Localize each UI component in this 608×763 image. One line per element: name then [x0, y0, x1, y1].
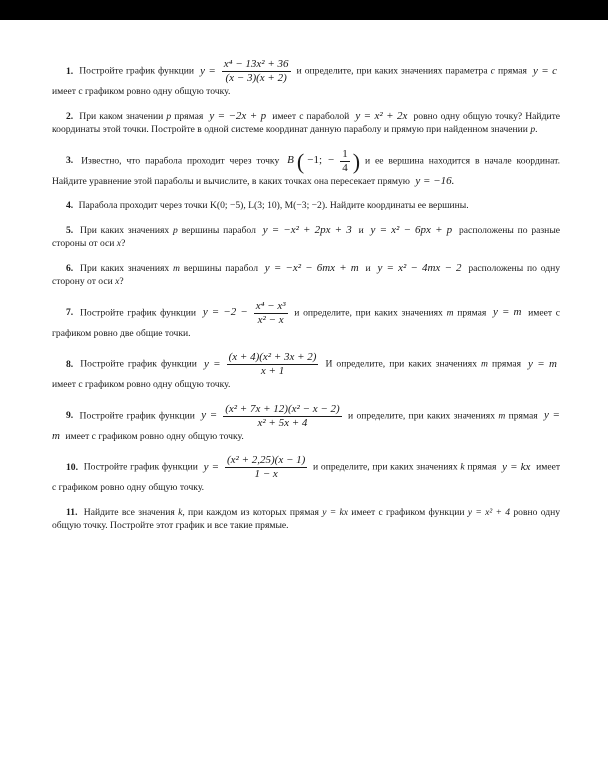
- problem-text: имеет с графиком функции: [351, 506, 465, 518]
- problem-1: [52, 58, 560, 99]
- problem-text: и определите, при каких значениях параметра: [296, 65, 488, 77]
- denominator: (x − 3)(x + 2): [225, 72, 287, 84]
- variable: c: [490, 65, 495, 77]
- problem-text: Постройте график функции: [79, 410, 195, 422]
- problem-text: прямая: [497, 65, 527, 77]
- punctuation: .: [535, 124, 538, 135]
- problem-text: При каких значениях: [80, 224, 170, 236]
- problem-text: и определите, при каких значениях: [294, 307, 443, 319]
- numerator: (x + 4)(x² + 3x + 2): [228, 351, 317, 363]
- variable: m: [173, 262, 180, 274]
- variable: p: [530, 124, 536, 135]
- formula: y = −x² + 2px + 3: [262, 223, 352, 236]
- formula-lhs: y = −2 −: [202, 306, 248, 319]
- paren-open: (: [296, 148, 305, 174]
- fraction: [222, 58, 291, 85]
- problem-number: 5.: [66, 224, 74, 236]
- formula: y = m: [493, 306, 522, 319]
- formula-lhs: y =: [203, 460, 219, 473]
- formula: y = −16.: [415, 174, 455, 187]
- problem-number: 1.: [66, 65, 74, 77]
- problem-text: При каких значениях: [80, 262, 170, 274]
- formula: y = c: [533, 64, 558, 77]
- formula-lhs: y =: [200, 64, 216, 77]
- point-x: −1;: [307, 154, 322, 167]
- fraction: [227, 351, 319, 378]
- problem-text: прямая: [508, 410, 538, 422]
- problem-3: [52, 148, 560, 189]
- formula: y = x² − 4mx − 2: [377, 261, 462, 274]
- variable: m: [446, 307, 454, 319]
- problem-text: ровно одну общую точку? Найдите координаты этой точки. Постройте в одной системе координат данную параболу и прямую при найденном значении: [52, 110, 561, 135]
- conjunction: и: [365, 262, 371, 274]
- problem-text: и определите, при каких значениях: [313, 461, 458, 473]
- denominator: x² + 5x + 4: [257, 416, 308, 429]
- problem-text: имеет с графиком ровно одну общую точку.: [52, 86, 231, 97]
- problem-text: Парабола проходит через точки K(0; −5), L(3; 10), M(−3; −2). Найдите координаты ее вершины.: [78, 200, 469, 211]
- punctuation: ?: [121, 238, 126, 249]
- problem-text: прямая: [467, 461, 497, 473]
- problem-text: прямая: [457, 307, 487, 319]
- problem-number: 7.: [66, 307, 74, 319]
- fraction: [340, 148, 350, 175]
- formula: y = x² + 4: [467, 506, 511, 518]
- problem-text: и определите, при каких значениях: [348, 410, 496, 422]
- problem-text: ровно одну общую точку. Постройте этот график и все такие прямые.: [52, 506, 561, 531]
- problem-text: имеет с графиком ровно одну общую точку.: [52, 379, 231, 390]
- variable: p: [166, 110, 172, 122]
- formula: y = x² + 2x: [355, 109, 408, 122]
- numerator: 1: [342, 147, 348, 160]
- problem-number: 4.: [66, 200, 74, 211]
- formula: y = m: [52, 409, 560, 442]
- variable: m: [481, 358, 488, 370]
- problem-6: [52, 262, 560, 289]
- problem-text: Известно, что парабола проходит через точку: [81, 155, 280, 167]
- problem-text: вершины парабол: [181, 224, 256, 236]
- formula: y = m: [528, 357, 557, 370]
- problem-2: [52, 110, 560, 137]
- problem-text: Найдите все значения: [83, 506, 175, 518]
- problem-text: расположены по одну сторону от оси: [52, 262, 561, 287]
- top-black-bar: [0, 0, 608, 20]
- formula: y = −2x + p: [209, 109, 267, 122]
- fraction: [223, 403, 341, 430]
- problem-number: 10.: [66, 461, 78, 473]
- denominator: 1 − x: [254, 468, 278, 480]
- problem-8: [52, 351, 560, 392]
- denominator: x² − x: [257, 313, 284, 326]
- paren-close: ): [352, 148, 361, 174]
- problem-number: 9.: [66, 410, 74, 422]
- formula: y = −x² − 6mx + m: [264, 261, 359, 274]
- problem-5: [52, 224, 560, 251]
- problem-10: [52, 454, 560, 495]
- variable: m: [498, 410, 506, 422]
- problem-text: , при каждом из которых прямая: [182, 506, 319, 518]
- numerator: x⁴ − 13x² + 36: [223, 58, 289, 70]
- problem-text: и ее вершина находится в начале координат. Найдите уравнение этой параболы и вычислите, в каких точках она пересекает прямую: [52, 155, 560, 187]
- problem-text: прямая: [491, 358, 522, 370]
- problem-text: И определите, при каких значениях: [325, 358, 478, 370]
- problem-number: 11.: [66, 506, 78, 518]
- point-name: B: [287, 154, 294, 167]
- fraction: [225, 454, 307, 481]
- denominator: x + 1: [260, 365, 285, 377]
- conjunction: и: [358, 224, 364, 236]
- numerator: (x² + 7x + 12)(x² − x − 2): [225, 402, 340, 415]
- problem-text: имеет с параболой: [272, 110, 350, 122]
- punctuation: ?: [119, 276, 124, 287]
- denominator: 4: [342, 161, 348, 174]
- variable: x: [116, 238, 122, 249]
- variable: k: [178, 506, 183, 518]
- formula-lhs: y =: [203, 357, 221, 370]
- problem-text: Постройте график функции: [80, 358, 197, 370]
- problem-text: имеет с графиком ровно одну общую точку.: [52, 461, 561, 493]
- problem-text: прямая: [174, 110, 204, 122]
- problem-text: Постройте график функции: [79, 65, 195, 77]
- formula: y = x² − 6px + p: [370, 223, 453, 236]
- fraction: [254, 300, 288, 327]
- numerator: (x² + 2,25)(x − 1): [227, 454, 306, 466]
- problem-text: Постройте график функции: [83, 461, 198, 473]
- problem-text: вершины парабол: [183, 262, 258, 274]
- problem-number: 8.: [66, 358, 74, 370]
- problem-number: 6.: [66, 262, 74, 274]
- formula-lhs: y =: [201, 409, 218, 422]
- problem-number: 2.: [66, 110, 74, 122]
- problem-9: [52, 403, 560, 444]
- formula: y = kx: [502, 460, 531, 473]
- numerator: x⁴ − x³: [255, 299, 286, 312]
- problem-11: [52, 506, 560, 533]
- variable: k: [460, 461, 465, 473]
- variable: p: [173, 224, 178, 236]
- problem-number: 3.: [66, 155, 74, 167]
- formula: y = kx: [322, 506, 348, 518]
- problem-text: расположены по разные стороны от оси: [52, 224, 561, 249]
- minus-sign: −: [328, 154, 335, 167]
- problem-7: [52, 300, 560, 341]
- variable: x: [115, 276, 120, 287]
- problem-text: имеет с графиком ровно две общие точки.: [52, 307, 561, 339]
- problem-4: [52, 199, 560, 213]
- document-page: [52, 58, 560, 544]
- problem-text: При каком значении: [79, 110, 164, 122]
- problem-text: имеет с графиком ровно одну общую точку.: [65, 430, 244, 442]
- problem-text: Постройте график функции: [79, 307, 197, 319]
